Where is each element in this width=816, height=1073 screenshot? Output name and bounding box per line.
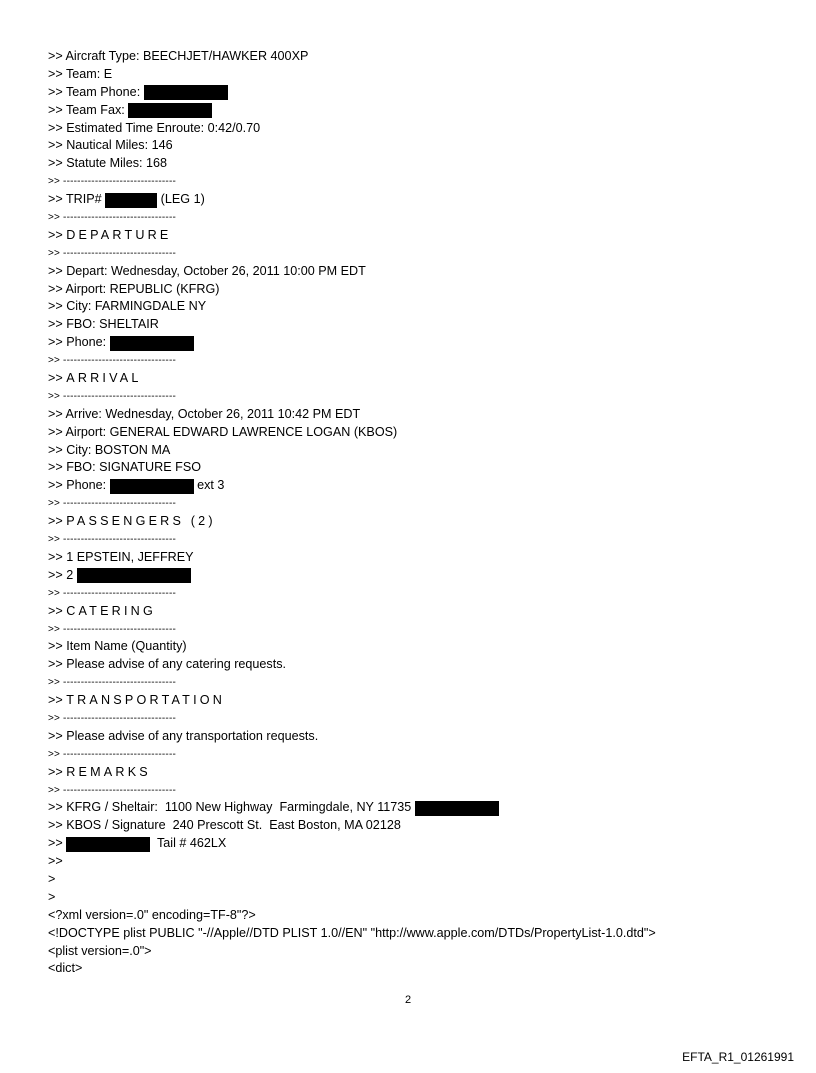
separator-line: >> -------------------------------- bbox=[48, 212, 177, 224]
remark-tail-prefix: >> bbox=[48, 836, 67, 851]
arrival-phone-label: >> Phone: bbox=[48, 478, 110, 493]
separator-line: >> -------------------------------- bbox=[48, 587, 177, 599]
arrival-phone-line bbox=[48, 477, 788, 495]
redaction-box bbox=[415, 801, 499, 816]
arrival-heading: ARRIVAL bbox=[66, 371, 142, 386]
trip-leg: (LEG 1) bbox=[157, 192, 205, 207]
separator-line: >> -------------------------------- bbox=[48, 623, 177, 635]
redaction-box bbox=[110, 336, 194, 351]
separator-line: >> -------------------------------- bbox=[48, 390, 177, 402]
passenger-2-label: >> 2 bbox=[48, 567, 77, 582]
heading-prefix: >> bbox=[48, 371, 67, 386]
quote-marker-line: > bbox=[48, 889, 56, 904]
heading-prefix: >> bbox=[48, 764, 67, 779]
separator-line: >> -------------------------------- bbox=[48, 748, 177, 760]
separator-line: >> -------------------------------- bbox=[48, 677, 177, 689]
ete-line: >> Estimated Time Enroute: 0:42/0.70 bbox=[48, 120, 261, 135]
separator-line: >> -------------------------------- bbox=[48, 784, 177, 796]
doctype-line: <!DOCTYPE plist PUBLIC "-//Apple//DTD PLIST 1.0//EN" "http://www.apple.com/DTDs/PropertyList-1.0.dtd"> bbox=[48, 925, 656, 940]
dict-line: <dict> bbox=[48, 961, 83, 976]
email-body bbox=[48, 48, 788, 978]
team-fax-line bbox=[48, 102, 788, 120]
departure-fbo-line: >> FBO: SHELTAIR bbox=[48, 317, 159, 332]
redaction-box bbox=[110, 479, 194, 494]
remarks-heading-line bbox=[48, 764, 788, 782]
arrival-airport-line: >> Airport: GENERAL EDWARD LAWRENCE LOGAN (KBOS) bbox=[48, 424, 398, 439]
passenger-2-line bbox=[48, 567, 788, 585]
team-phone-label: >> Team Phone: bbox=[48, 84, 144, 99]
trip-label: >> TRIP# bbox=[48, 192, 106, 207]
remark-tail-line bbox=[48, 835, 788, 853]
quote-marker-line: > bbox=[48, 871, 56, 886]
redaction-box bbox=[66, 837, 150, 852]
item-name-line: >> Item Name (Quantity) bbox=[48, 639, 187, 654]
passengers-heading: PASSENGERS (2) bbox=[66, 514, 216, 529]
arrival-fbo-line: >> FBO: SIGNATURE FSO bbox=[48, 460, 202, 475]
departure-heading-line bbox=[48, 227, 788, 245]
team-line: >> Team: E bbox=[48, 66, 113, 81]
passengers-heading-line bbox=[48, 513, 788, 531]
team-fax-label: >> Team Fax: bbox=[48, 102, 129, 117]
remarks-heading: REMARKS bbox=[66, 764, 151, 779]
separator-line: >> -------------------------------- bbox=[48, 355, 177, 367]
heading-prefix: >> bbox=[48, 603, 67, 618]
nautical-miles-line: >> Nautical Miles: 146 bbox=[48, 138, 173, 153]
departure-phone-label: >> Phone: bbox=[48, 335, 110, 350]
trip-line bbox=[48, 191, 788, 209]
heading-prefix: >> bbox=[48, 693, 67, 708]
departure-heading: DEPARTURE bbox=[66, 227, 172, 242]
separator-line: >> -------------------------------- bbox=[48, 176, 177, 188]
remark-tail-number: Tail # 462LX bbox=[150, 836, 227, 851]
bates-number: EFTA_R1_01261991 bbox=[682, 1050, 794, 1064]
separator-line: >> -------------------------------- bbox=[48, 534, 177, 546]
arrival-city-line: >> City: BOSTON MA bbox=[48, 442, 171, 457]
heading-prefix: >> bbox=[48, 514, 67, 529]
redaction-box bbox=[144, 85, 228, 100]
separator-line: >> -------------------------------- bbox=[48, 247, 177, 259]
arrival-phone-ext: ext 3 bbox=[193, 478, 225, 493]
redaction-box bbox=[105, 193, 157, 208]
statute-miles-line: >> Statute Miles: 168 bbox=[48, 156, 168, 171]
heading-prefix: >> bbox=[48, 227, 67, 242]
redaction-box bbox=[77, 568, 191, 583]
departure-airport-line: >> Airport: REPUBLIC (KFRG) bbox=[48, 281, 220, 296]
quote-marker-line: >> bbox=[48, 854, 63, 869]
transportation-heading-line bbox=[48, 692, 788, 710]
departure-city-line: >> City: FARMINGDALE NY bbox=[48, 299, 207, 314]
remark-kfrg-line bbox=[48, 799, 788, 817]
xml-declaration-line: <?xml version=.0" encoding=TF-8"?> bbox=[48, 907, 256, 922]
depart-line: >> Depart: Wednesday, October 26, 2011 10:00 PM EDT bbox=[48, 263, 366, 278]
separator-line: >> -------------------------------- bbox=[48, 712, 177, 724]
plist-line: <plist version=.0"> bbox=[48, 943, 152, 958]
transportation-request-line: >> Please advise of any transportation requests. bbox=[48, 728, 319, 743]
arrival-heading-line bbox=[48, 370, 788, 388]
catering-request-line: >> Please advise of any catering requests. bbox=[48, 657, 287, 672]
remark-kbos-line: >> KBOS / Signature 240 Prescott St. East Boston, MA 02128 bbox=[48, 818, 401, 833]
passenger-1-line: >> 1 EPSTEIN, JEFFREY bbox=[48, 549, 194, 564]
team-phone-line bbox=[48, 84, 788, 102]
arrive-line: >> Arrive: Wednesday, October 26, 2011 10:42 PM EDT bbox=[48, 406, 361, 421]
departure-phone-line bbox=[48, 334, 788, 352]
redaction-box bbox=[128, 103, 212, 118]
transportation-heading: TRANSPORTATION bbox=[66, 693, 226, 708]
remark-kfrg-text: >> KFRG / Sheltair: 1100 New Highway Farmingdale, NY 11735 bbox=[48, 800, 415, 815]
catering-heading-line bbox=[48, 603, 788, 621]
separator-line: >> -------------------------------- bbox=[48, 498, 177, 510]
aircraft-type-line: >> Aircraft Type: BEECHJET/HAWKER 400XP bbox=[48, 49, 309, 63]
catering-heading: CATERING bbox=[66, 603, 156, 618]
page-number: 2 bbox=[404, 994, 412, 1006]
